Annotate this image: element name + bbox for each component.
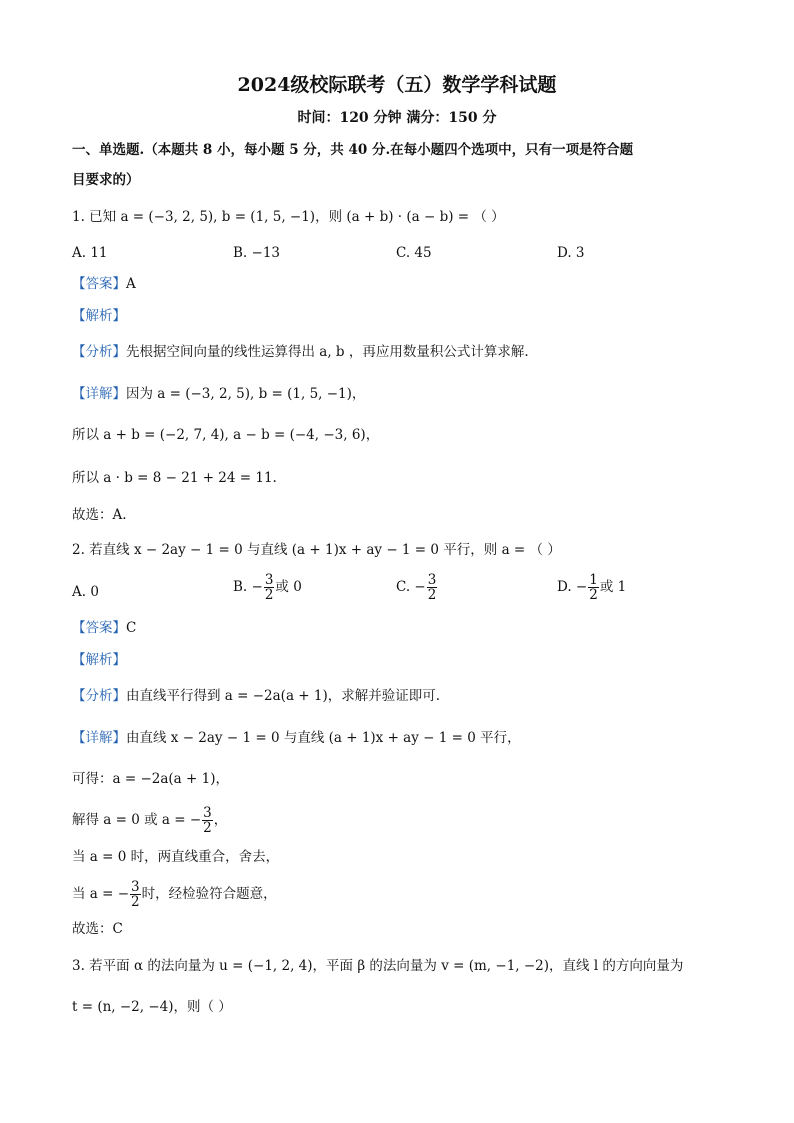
q1-step1: 所以 a + b = (−2, 7, 4), a − b = (−4, −3, 6)， — [72, 427, 380, 443]
q3-stem-line1: 3. 若平面 α 的法向量为 u = (−1, 2, 4)，平面 β 的法向量为 v = (m, −1, −2)，直线 l 的方向向量为 — [72, 958, 684, 974]
q1-option-d: D. 3 — [557, 245, 585, 261]
q1-answer — [72, 274, 136, 294]
q1-step2: 所以 a · b = 8 − 21 + 24 = 11. — [72, 470, 277, 486]
answer-tag: 【答案】 — [72, 276, 126, 292]
section-heading-line2: 目要求的） — [72, 172, 140, 188]
q2-step4: 当 a = − $\frac{3}{2}$ 时，经检验符合题意， — [72, 879, 277, 910]
fenxi-text: 先根据空间向量的线性运算得出 a, b ，再应用数量积公式计算求解. — [126, 344, 529, 360]
q2-answer — [72, 618, 136, 638]
q2-option-b: B. − $\frac{3}{2}$ 或 0 — [233, 572, 302, 603]
page-title: 2024级校际联考（五）数学学科试题 — [237, 74, 557, 96]
q2-step1: 可得：a = −2a(a + 1)， — [72, 771, 229, 787]
exam-info: 时间：120 分钟 满分：150 分 — [297, 110, 497, 126]
fenxi-tag: 【分析】 — [72, 688, 126, 704]
section-heading-line1: 一、单选题.（本题共 8 小，每小题 5 分，共 40 分.在每小题四个选项中，只有一项是符合题 — [72, 142, 634, 158]
xiangjie-text: 因为 a = (−3, 2, 5), b = (1, 5, −1)， — [126, 386, 366, 402]
q2-option-c: C. − $\frac{3}{2}$ — [396, 572, 437, 603]
q2-analysis-tag: 【解析】 — [72, 652, 126, 668]
answer-value: C — [126, 620, 137, 636]
q1-stem: 1. 已知 a = (−3, 2, 5), b = (1, 5, −1)，则 (a + b) · (a − b) = （ ） — [72, 209, 505, 225]
q1-conclusion: 故选：A. — [72, 507, 127, 523]
q2-option-d: D. − $\frac{1}{2}$ 或 1 — [557, 572, 627, 603]
xiangjie-tag: 【详解】 — [72, 730, 126, 746]
q2-stem: 2. 若直线 x − 2ay − 1 = 0 与直线 (a + 1)x + ay − 1 = 0 平行，则 a = （ ） — [72, 542, 561, 558]
fenxi-tag: 【分析】 — [72, 344, 126, 360]
q2-step3: 当 a = 0 时，两直线重合，舍去， — [72, 849, 280, 865]
q2-fenxi — [72, 686, 440, 706]
q2-step2: 解得 a = 0 或 a = − $\frac{3}{2}$ ， — [72, 805, 228, 836]
q2-conclusion: 故选：C — [72, 921, 123, 937]
xiangjie-tag: 【详解】 — [72, 386, 126, 402]
q2-option-a: A. 0 — [72, 584, 99, 600]
q1-xiangjie — [72, 384, 365, 404]
answer-value: A — [126, 276, 136, 292]
answer-tag: 【答案】 — [72, 620, 126, 636]
fenxi-text: 由直线平行得到 a = −2a(a + 1)，求解并验证即可. — [126, 688, 441, 704]
q1-option-c: C. 45 — [396, 245, 432, 261]
q1-option-a: A. 11 — [72, 245, 108, 261]
q2-xiangjie — [72, 728, 521, 748]
q1-fenxi — [72, 342, 529, 362]
q1-option-b: B. −13 — [233, 245, 280, 261]
q1-analysis-tag: 【解析】 — [72, 308, 126, 324]
xiangjie-text: 由直线 x − 2ay − 1 = 0 与直线 (a + 1)x + ay − 1 = 0 平行， — [126, 730, 521, 746]
q3-stem-line2: t = (n, −2, −4)，则（ ） — [72, 999, 232, 1015]
